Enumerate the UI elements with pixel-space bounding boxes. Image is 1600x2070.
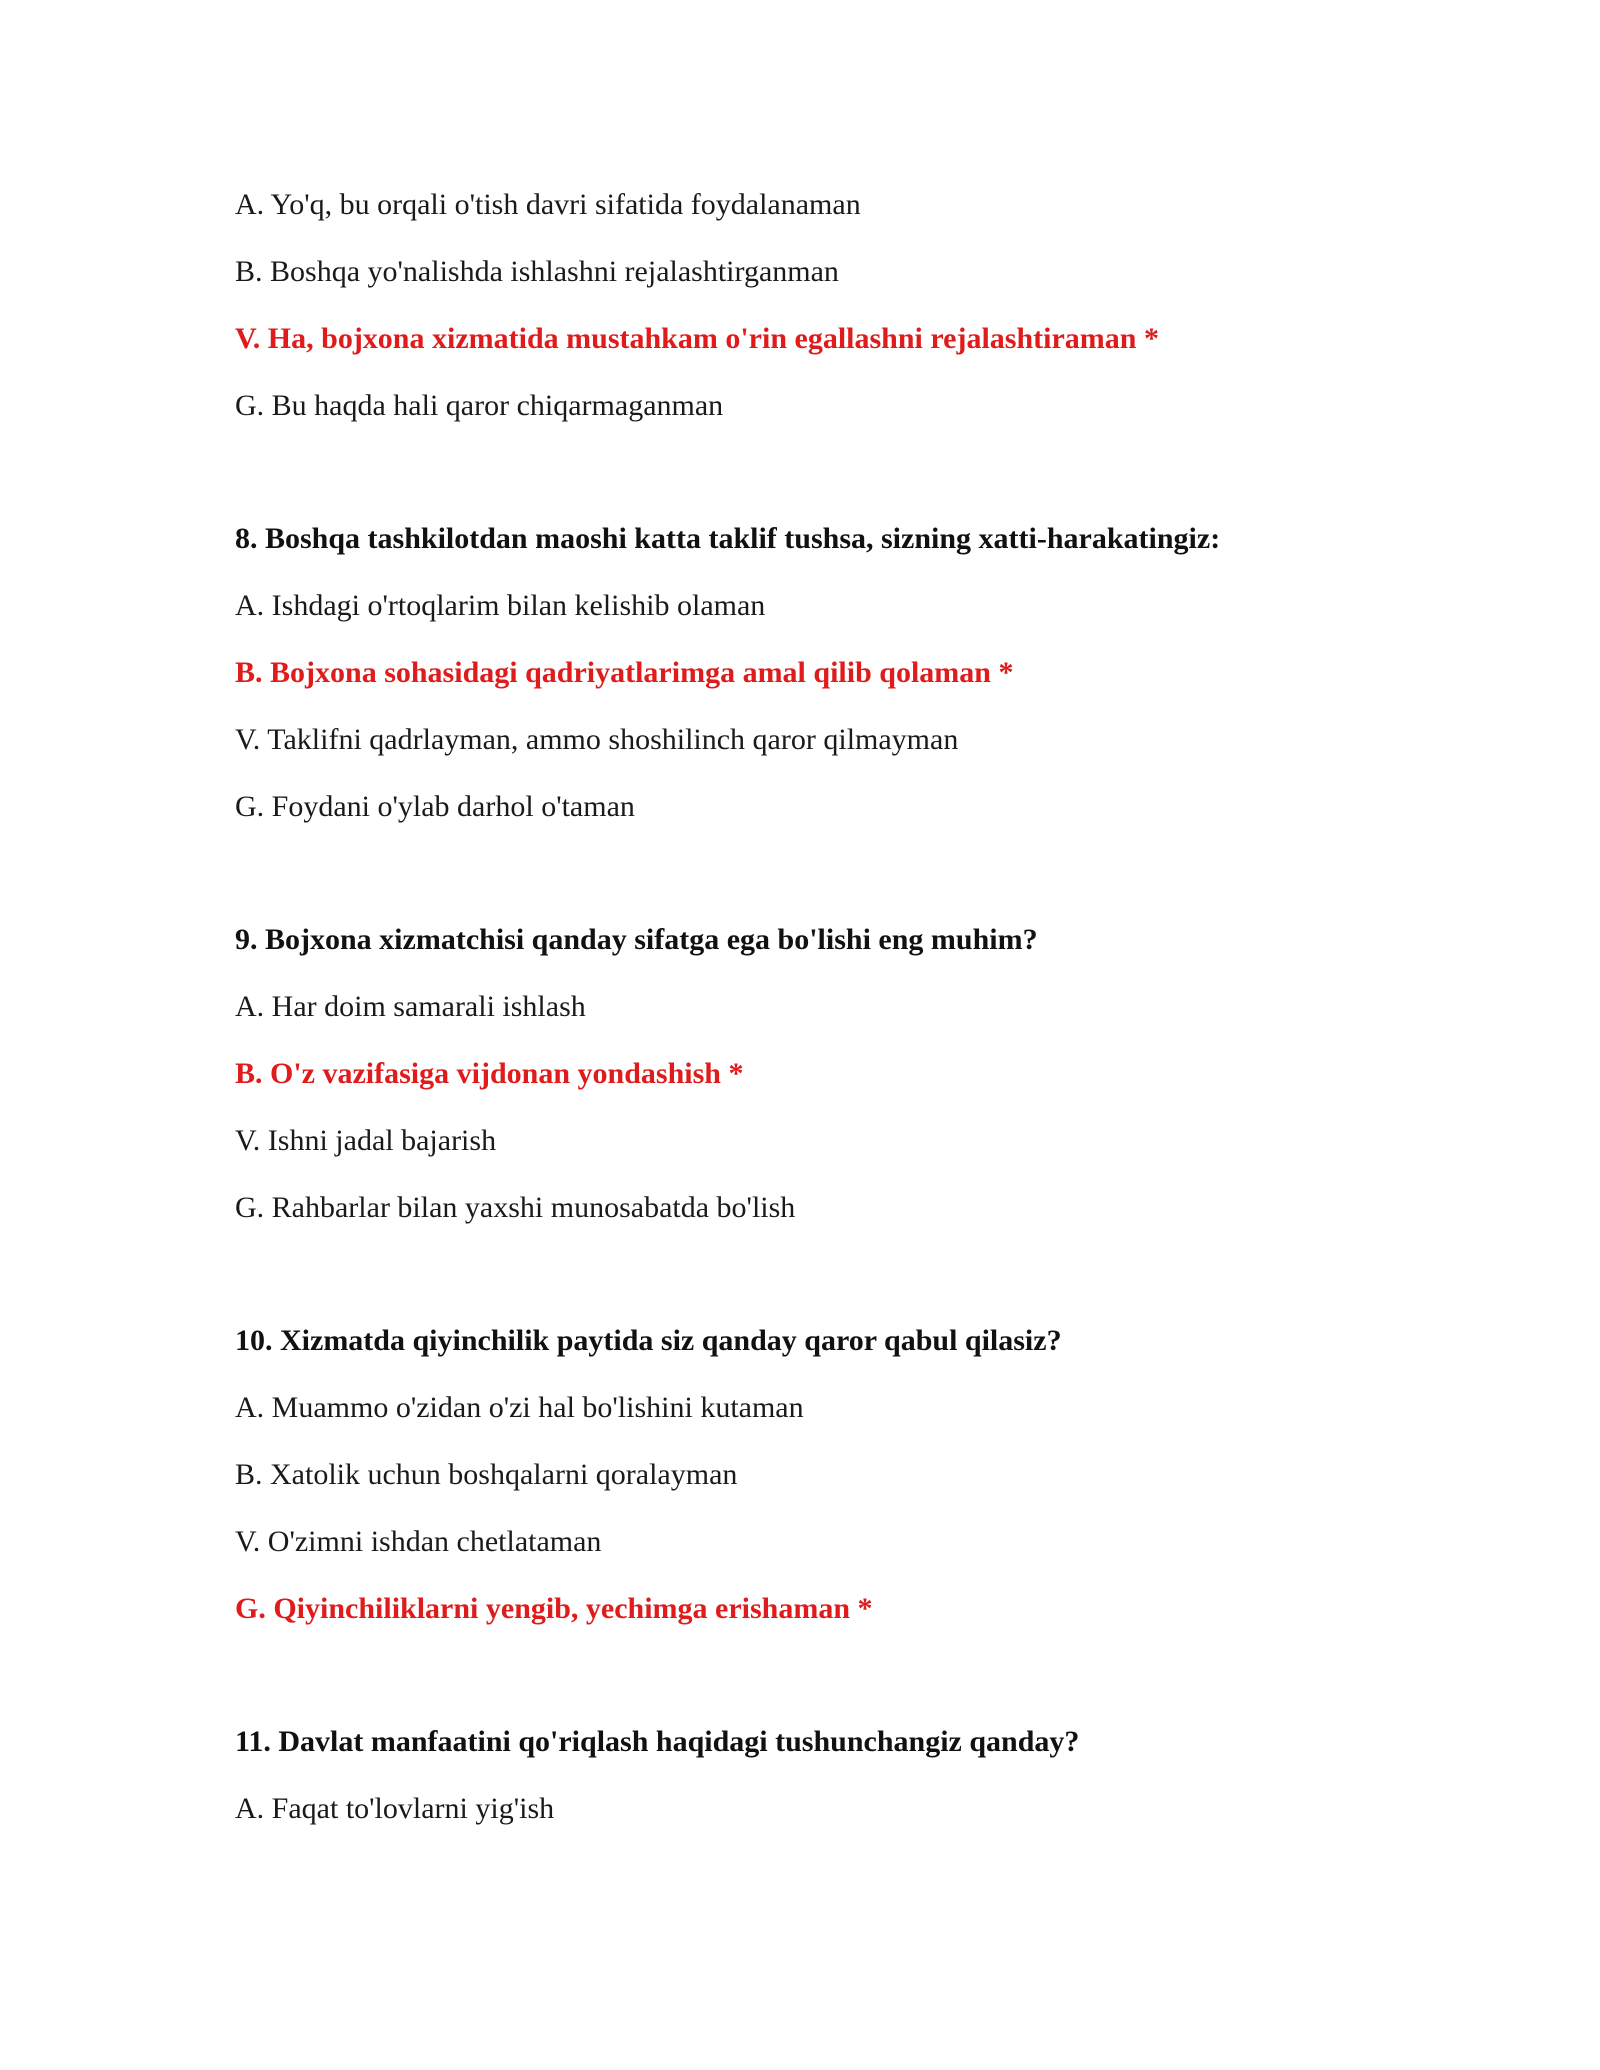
question-heading: 10. Xizmatda qiyinchilik paytida siz qanday qaror qabul qilasiz? bbox=[235, 1324, 1062, 1357]
correct-answer-option: B. O'z vazifasiga vijdonan yondashish * bbox=[235, 1057, 744, 1090]
answer-option: V. Taklifni qadrlayman, ammo shoshilinch qaror qilmayman bbox=[235, 723, 959, 756]
answer-option: B. Boshqa yo'nalishda ishlashni rejalashtirganman bbox=[235, 255, 839, 288]
answer-option: B. Xatolik uchun boshqalarni qoralayman bbox=[235, 1458, 738, 1491]
answer-option: A. Har doim samarali ishlash bbox=[235, 990, 586, 1023]
correct-answer-option: G. Qiyinchiliklarni yengib, yechimga erishaman * bbox=[235, 1592, 873, 1625]
correct-answer-option: V. Ha, bojxona xizmatida mustahkam o'rin egallashni rejalashtiraman * bbox=[235, 322, 1159, 355]
answer-option: G. Bu haqda hali qaror chiqarmaganman bbox=[235, 389, 724, 422]
question-heading: 11. Davlat manfaatini qo'riqlash haqidagi tushunchangiz qanday? bbox=[235, 1725, 1080, 1758]
answer-option: A. Faqat to'lovlarni yig'ish bbox=[235, 1792, 555, 1825]
answer-option: A. Muammo o'zidan o'zi hal bo'lishini kutaman bbox=[235, 1391, 804, 1424]
correct-answer-option: B. Bojxona sohasidagi qadriyatlarimga amal qilib qolaman * bbox=[235, 656, 1014, 689]
question-heading: 9. Bojxona xizmatchisi qanday sifatga ega bo'lishi eng muhim? bbox=[235, 923, 1038, 956]
question-heading: 8. Boshqa tashkilotdan maoshi katta taklif tushsa, sizning xatti-harakatingiz: bbox=[235, 522, 1221, 555]
answer-option: A. Ishdagi o'rtoqlarim bilan kelishib olaman bbox=[235, 589, 766, 622]
answer-option: V. Ishni jadal bajarish bbox=[235, 1124, 497, 1157]
answer-option: A. Yo'q, bu orqali o'tish davri sifatida foydalanaman bbox=[235, 188, 861, 221]
answer-option: G. Foydani o'ylab darhol o'taman bbox=[235, 790, 635, 823]
answer-option: G. Rahbarlar bilan yaxshi munosabatda bo'lish bbox=[235, 1191, 796, 1224]
answer-option: V. O'zimni ishdan chetlataman bbox=[235, 1525, 602, 1558]
